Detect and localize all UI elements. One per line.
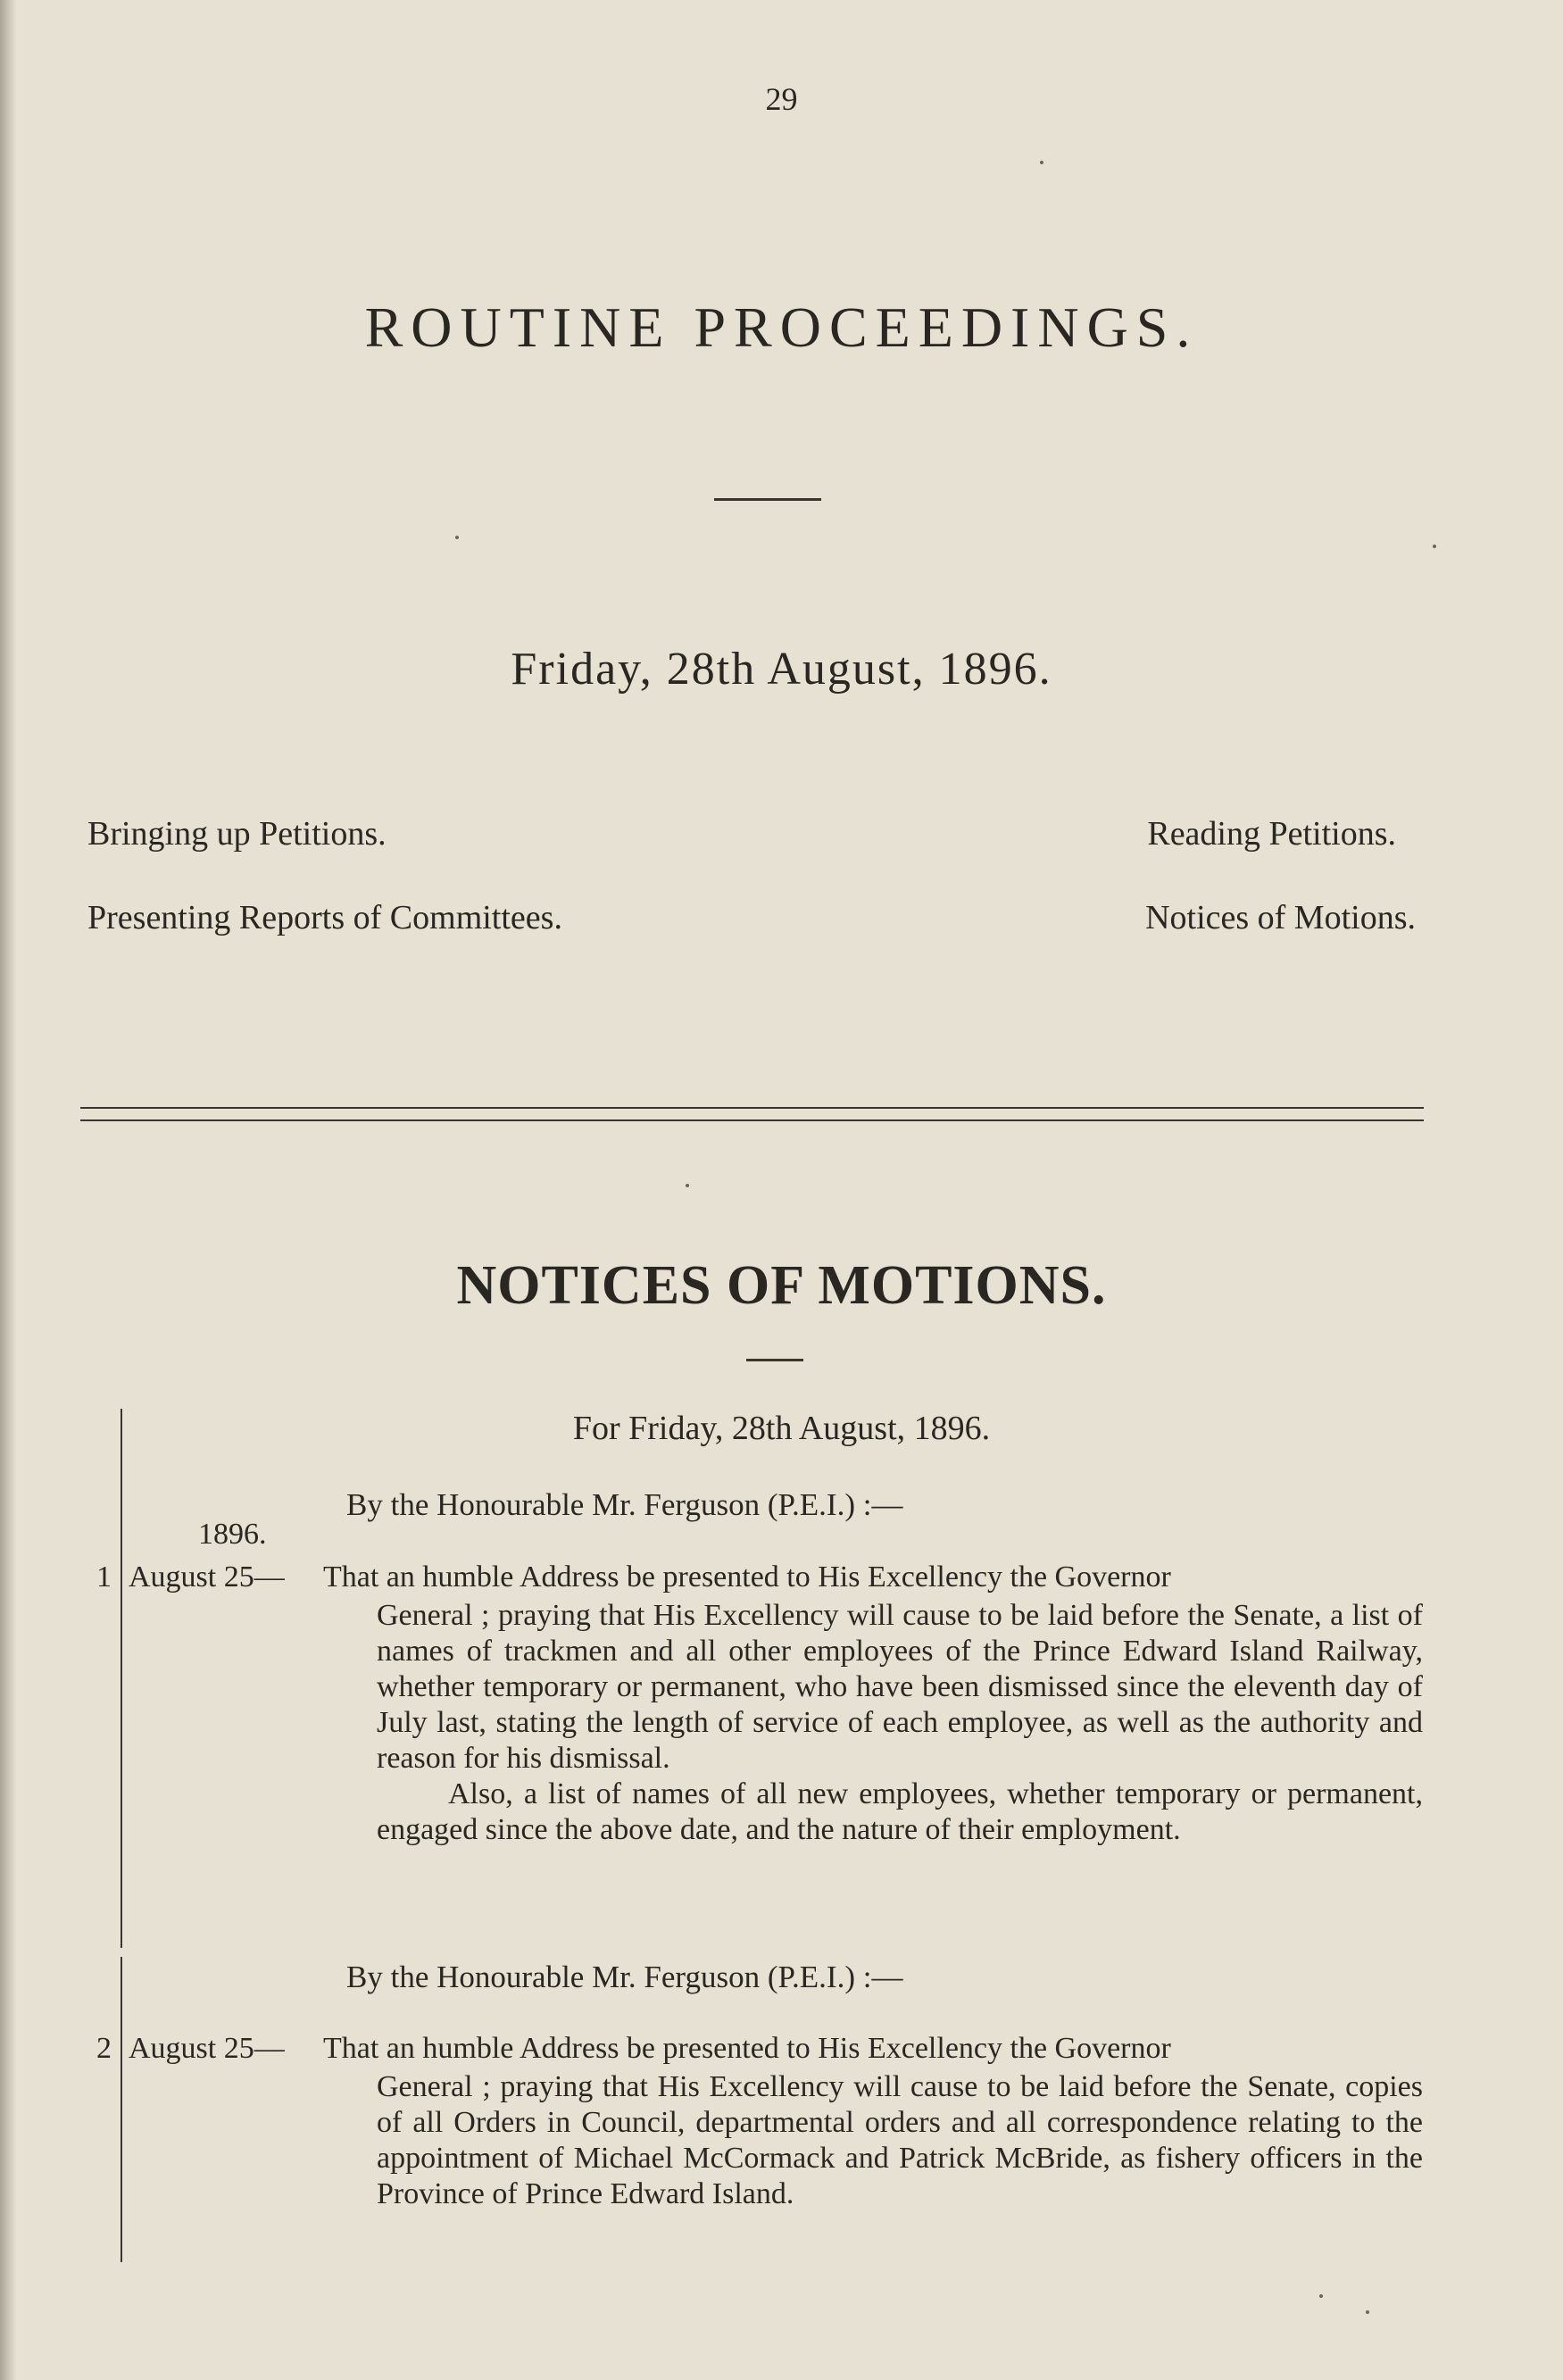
motion-paragraph: General ; praying that His Excellency will cause to be laid before the Senate, a list of names of trackmen and all other employees of the Prince Edward Island Railway, whether temporary or permanent, who have been dismissed since the eleventh day of July last, stating the length of service of each employee, as well as the authority and reason for his dismissal.: [377, 1599, 1423, 1775]
paper-speck: [455, 536, 459, 539]
heading-rule: [746, 1359, 803, 1361]
paper-speck: [1040, 161, 1043, 164]
paper-speck: [1366, 2310, 1369, 2314]
motion-body: [377, 2069, 1423, 2212]
routine-item-bringing-up-petitions: Bringing up Petitions.: [87, 815, 387, 853]
motion-number: 1: [96, 1560, 112, 1594]
motion-number: 2: [96, 2032, 112, 2065]
motion-date: August 25—: [129, 1560, 285, 1594]
motion-body: [377, 1598, 1423, 1848]
section-divider-top-right: [1062, 1107, 1424, 1109]
page-title: ROUTINE PROCEEDINGS.: [364, 295, 1199, 359]
motion-first-line: That an humble Address be presented to His Excellency the Governor: [323, 1560, 1171, 1594]
paper-speck: [1433, 545, 1436, 548]
notices-subheading: For Friday, 28th August, 1896.: [572, 1410, 991, 1447]
motion-year: 1896.: [198, 1518, 267, 1551]
paper-speck: [686, 1184, 689, 1187]
margin-bar: [121, 1409, 122, 1948]
motion-first-line: That an humble Address be presented to His Excellency the Governor: [323, 2032, 1171, 2065]
notices-heading: NOTICES OF MOTIONS.: [456, 1255, 1107, 1316]
routine-item-reading-petitions: Reading Petitions.: [1147, 815, 1396, 853]
routine-date: Friday, 28th August, 1896.: [511, 644, 1052, 695]
routine-item-presenting-reports: Presenting Reports of Committees.: [87, 899, 562, 936]
motion-date: August 25—: [129, 2032, 285, 2065]
motion-byline: By the Honourable Mr. Ferguson (P.E.I.) :—: [346, 1960, 903, 1994]
motion-paragraph: General ; praying that His Excellency will cause to be laid before the Senate, copies of all Orders in Council, departmental orders and all correspondence relating to the appointment of Michael McCormack and Patrick McBride, as fishery officers in the Province of Prince Edward Island.: [377, 2070, 1423, 2210]
page-number: 29: [765, 81, 798, 117]
motion-paragraph: Also, a list of names of all new employees, whether temporary or permanent, engaged since the above date, and the nature of their employment.: [377, 1777, 1423, 1846]
motion-byline: By the Honourable Mr. Ferguson (P.E.I.) :—: [346, 1487, 903, 1522]
section-divider-bottom: [80, 1119, 1089, 1121]
paper-speck: [1319, 2294, 1323, 2298]
title-rule: [714, 498, 821, 501]
section-divider-bottom-right: [1062, 1119, 1424, 1121]
routine-item-notices-of-motions: Notices of Motions.: [1145, 899, 1416, 936]
margin-bar: [121, 1957, 122, 2262]
section-divider-top: [80, 1107, 1089, 1109]
